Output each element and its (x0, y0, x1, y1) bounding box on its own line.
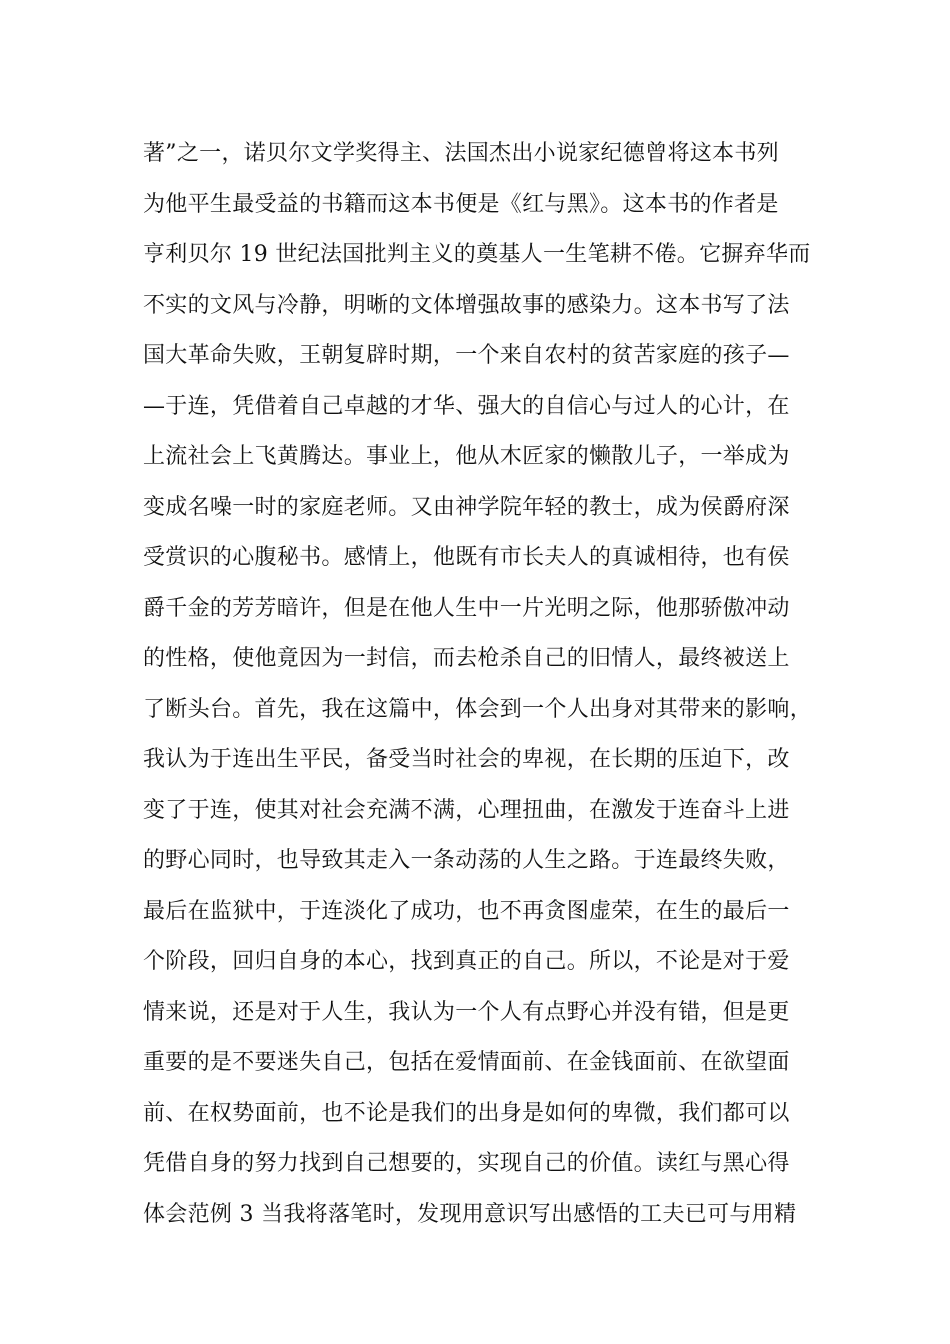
text-line: 爵千金的芳芳暗许，但是在他人生中一片光明之际，他那骄傲冲动 (143, 595, 790, 621)
text-line: 国大革命失败，王朝复辟时期，一个来自农村的贫苦家庭的孩子— (143, 343, 790, 368)
body-text (143, 129, 823, 1240)
text-line: 最后在监狱中，于连淡化了成功，也不再贪图虚荣，在生的最后一 (143, 898, 790, 924)
text-line: 个阶段，回归自身的本心，找到真正的自己。所以，不论是对于爱 (143, 949, 790, 974)
text-line: 不实的文风与冷静，明晰的文体增强故事的感染力。这本书写了法 (143, 292, 790, 318)
text-line: 变了于连，使其对社会充满不满，心理扭曲，在激发于连奋斗上进 (143, 797, 790, 823)
text-line: 情来说，还是对于人生，我认为一个人有点野心并没有错，但是更 (143, 999, 790, 1025)
text-line: 的野心同时，也导致其走入一条动荡的人生之路。于连最终失败， (143, 848, 790, 873)
text-line: 前、在权势面前，也不论是我们的出身是如何的卑微，我们都可以 (143, 1100, 790, 1126)
text-line: 的性格，使他竟因为一封信，而去枪杀自己的旧情人，最终被送上 (143, 646, 790, 671)
text-line: 为他平生最受益的书籍而这本书便是《红与黑》。这本书的作者是 (143, 191, 779, 217)
text-line: 受赏识的心腹秘书。感情上，他既有市长夫人的真诚相待，也有侯 (143, 545, 790, 570)
text-line: 重要的是不要迷失自己，包括在爱情面前、在金钱面前、在欲望面 (143, 1050, 790, 1075)
text-line: 了断头台。首先，我在这篇中，体会到一个人出身对其带来的影响， (143, 696, 813, 722)
text-line: 凭借自身的努力找到自己想要的，实现自己的价值。读红与黑心得 (143, 1151, 790, 1176)
text-line: —于连，凭借着自己卓越的才华、强大的自信心与过人的心计，在 (143, 393, 790, 419)
text-line: 体会范例 3 当我将落笔时，发现用意识写出感悟的工夫已可与用精 (143, 1201, 797, 1227)
text-line: 亨利贝尔 19 世纪法国批判主义的奠基人一生笔耕不倦。它摒弃华而 (143, 242, 811, 267)
text-line: 我认为于连出生平民，备受当时社会的卑视，在长期的压迫下，改 (143, 747, 790, 772)
text-line: 著”之一，诺贝尔文学奖得主、法国杰出小说家纪德曾将这本书列 (143, 141, 779, 166)
text-line: 上流社会上飞黄腾达。事业上，他从木匠家的懒散儿子，一举成为 (143, 444, 790, 469)
text-line: 变成名噪一时的家庭老师。又由神学院年轻的教士，成为侯爵府深 (143, 494, 790, 520)
